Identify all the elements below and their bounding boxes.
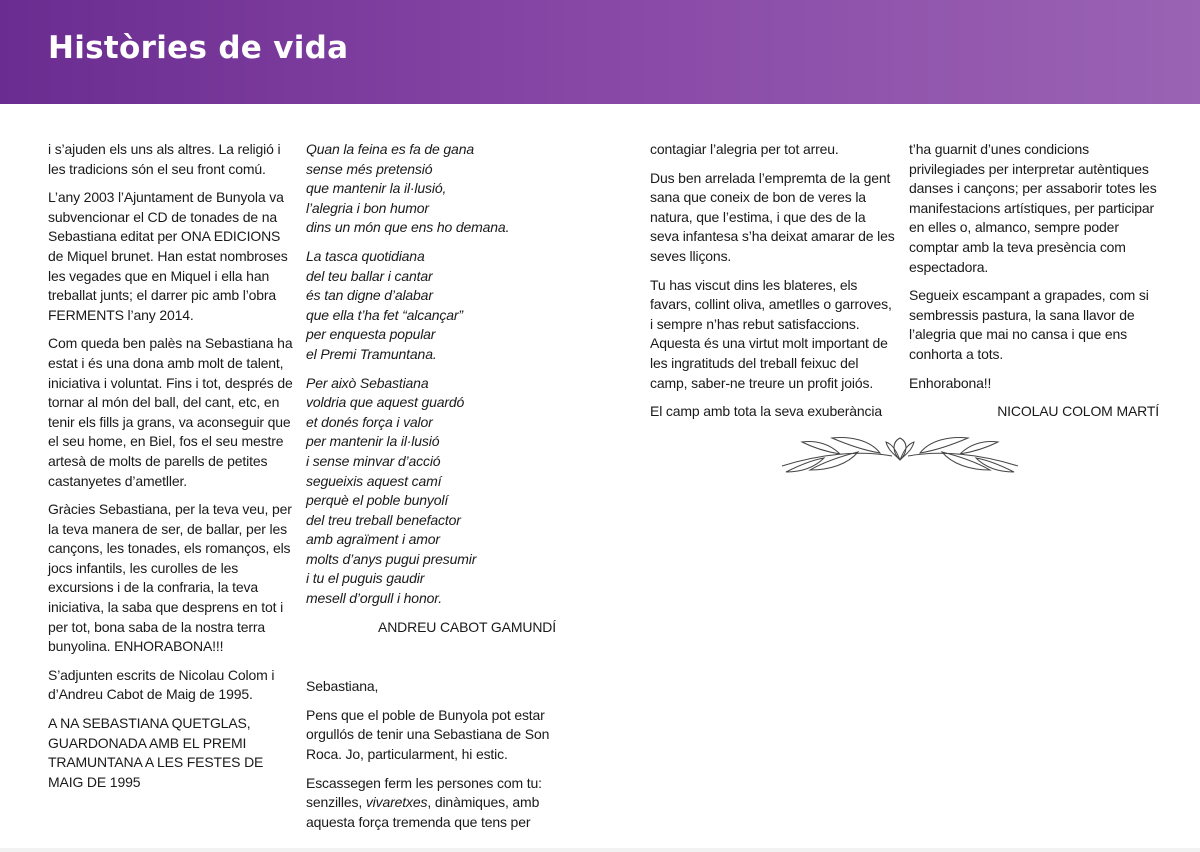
- poem-line: voldria que aquest guardó: [306, 394, 465, 411]
- poem-line: del teu ballar i cantar: [306, 267, 433, 284]
- paragraph: Segueix escampant a grapades, com si sembressis pastura, la sana llavor de l’alegria que mai no cansa i que ens conhorta a tots.: [909, 287, 1149, 362]
- paragraph: Gràcies Sebastiana, per la teva veu, per la teva manera de ser, de ballar, per les cançons, les tonades, els romanços, els jocs infantils, les curolles de les excursions i de la confraria, la teva iniciativa, la saba que desprens en tot i per tot, bona saba de la nostra terra bunyolina. ENHORABONA!!!: [48, 501, 292, 655]
- text-run: , dinàmiques, amb aquesta força tremenda que tens per: [306, 794, 540, 830]
- page-title: Històries de vida: [48, 30, 349, 66]
- olive-branch-ornament-icon: [780, 430, 1020, 474]
- poem-line: que ella t’ha fet “alcançar”: [306, 306, 463, 323]
- text-run: Escassegen ferm les persones com tu: senzilles,: [306, 774, 542, 811]
- poem-line: et donés força i valor: [306, 413, 433, 430]
- poem-line: segueixis aquest camí: [306, 472, 442, 489]
- paragraph: t’ha guarnit d’unes condicions privilegiades per interpretar autèntiques danses i cançons; per assaborir totes les manifestacions artístiques, per participar en elles o, almanco, sempre poder comptar amb la teva presència com espectadora.: [909, 141, 1157, 275]
- italic-word: vivaretxes: [365, 794, 428, 811]
- paragraph: El camp amb tota la seva exuberància: [650, 403, 882, 420]
- poem-line: i tu el puguis gaudir: [306, 570, 425, 587]
- paragraph: Dus ben arrelada l’empremta de la gent sana que coneix de bon de veres la natura, que l’estima, i que des de la seva infantesa s’ha deixat amarar de les seves lliçons.: [650, 169, 895, 264]
- poem-line: mesell d’orgull i honor.: [306, 590, 442, 607]
- poem-line: que mantenir la il·lusió,: [306, 180, 447, 197]
- paragraph: i s’ajuden els uns als altres. La religió i les tradicions són el seu front comú.: [48, 141, 281, 177]
- column-4: [909, 140, 1159, 431]
- paragraph: S’adjunten escrits de Nicolau Colom i d’Andreu Cabot de Maig de 1995.: [48, 666, 275, 703]
- page-bottom-edge: [0, 848, 1200, 852]
- paragraph: [306, 774, 556, 833]
- column-3: [650, 140, 898, 431]
- paragraph: Pens que el poble de Bunyola pot estar orgullós de tenir una Sebastiana de Son Roca. Jo, particularment, hi estic.: [306, 706, 550, 763]
- header-band: [0, 0, 1200, 104]
- poem-line: és tan digne d’alabar: [306, 287, 433, 304]
- paragraph: contagiar l’alegria per tot arreu.: [650, 141, 839, 157]
- paragraph: Com queda ben palès na Sebastiana ha estat i és una dona amb molt de talent, iniciativa i voluntat. Fins i tot, després de tornar al món del ball, del cant, etc, en tenir els fills ja grans, va aconseguir que el seu home, en Biel, fos el seu mestre artesà de molts de parells de petites castanyetes d’ametller.: [48, 335, 293, 489]
- poem-stanza-2: [306, 247, 556, 365]
- signature-nicolau: NICOLAU COLOM MARTÍ: [997, 403, 1159, 420]
- poem-line: per enquesta popular: [306, 326, 436, 343]
- poem-line: el Premi Tramuntana.: [306, 345, 437, 362]
- poem-line: sense més pretensió: [306, 160, 433, 177]
- column-1: [48, 140, 298, 801]
- poem-line: dins un món que ens ho demana.: [306, 219, 510, 236]
- poem-line: del treu treball benefactor: [306, 511, 461, 528]
- poem-line: molts d’anys pugui presumir: [306, 550, 477, 567]
- column-2: [306, 140, 556, 841]
- poem-line: i sense minvar d’acció: [306, 452, 441, 469]
- poem-stanza-1: [306, 140, 556, 238]
- poem-line: La tasca quotidiana: [306, 247, 425, 264]
- signature-andreu: ANDREU CABOT GAMUNDÍ: [378, 618, 556, 635]
- poem-line: Per això Sebastiana: [306, 374, 429, 391]
- poem-line: per mantenir la il·lusió: [306, 433, 440, 450]
- letter-greeting: Sebastiana,: [306, 678, 379, 695]
- poem-stanza-3: [306, 374, 556, 609]
- paragraph: Tu has viscut dins les blateres, els favars, collint oliva, ametlles o garroves, i sempre n’has rebut satisfaccions. Aquesta és una virtut molt important de les ingratituds del treball feixuc del camp, saber-ne treure un profit joiós.: [650, 276, 892, 391]
- poem-line: l’alegria i bon humor: [306, 199, 429, 216]
- poem-line: Quan la feina es fa de gana: [306, 141, 474, 157]
- paragraph: Enhorabona!!: [909, 374, 992, 391]
- paragraph: L’any 2003 l’Ajuntament de Bunyola va subvencionar el CD de tonades de na Sebastiana editat per ONA EDICIONS de Miquel brunet. Han estat nombroses les vegades que en Miquel i ella han treballat junts; el darrer pic amb l’obra FERMENTS l’any 2014.: [48, 189, 288, 323]
- poem-line: amb agraïment i amor: [306, 531, 440, 548]
- poem-line: perquè el poble bunyolí: [306, 492, 449, 509]
- dedication-heading: A NA SEBASTIANA QUETGLAS, GUARDONADA AMB EL PREMI TRAMUNTANA A LES FESTES DE MAIG DE 1995: [48, 715, 264, 790]
